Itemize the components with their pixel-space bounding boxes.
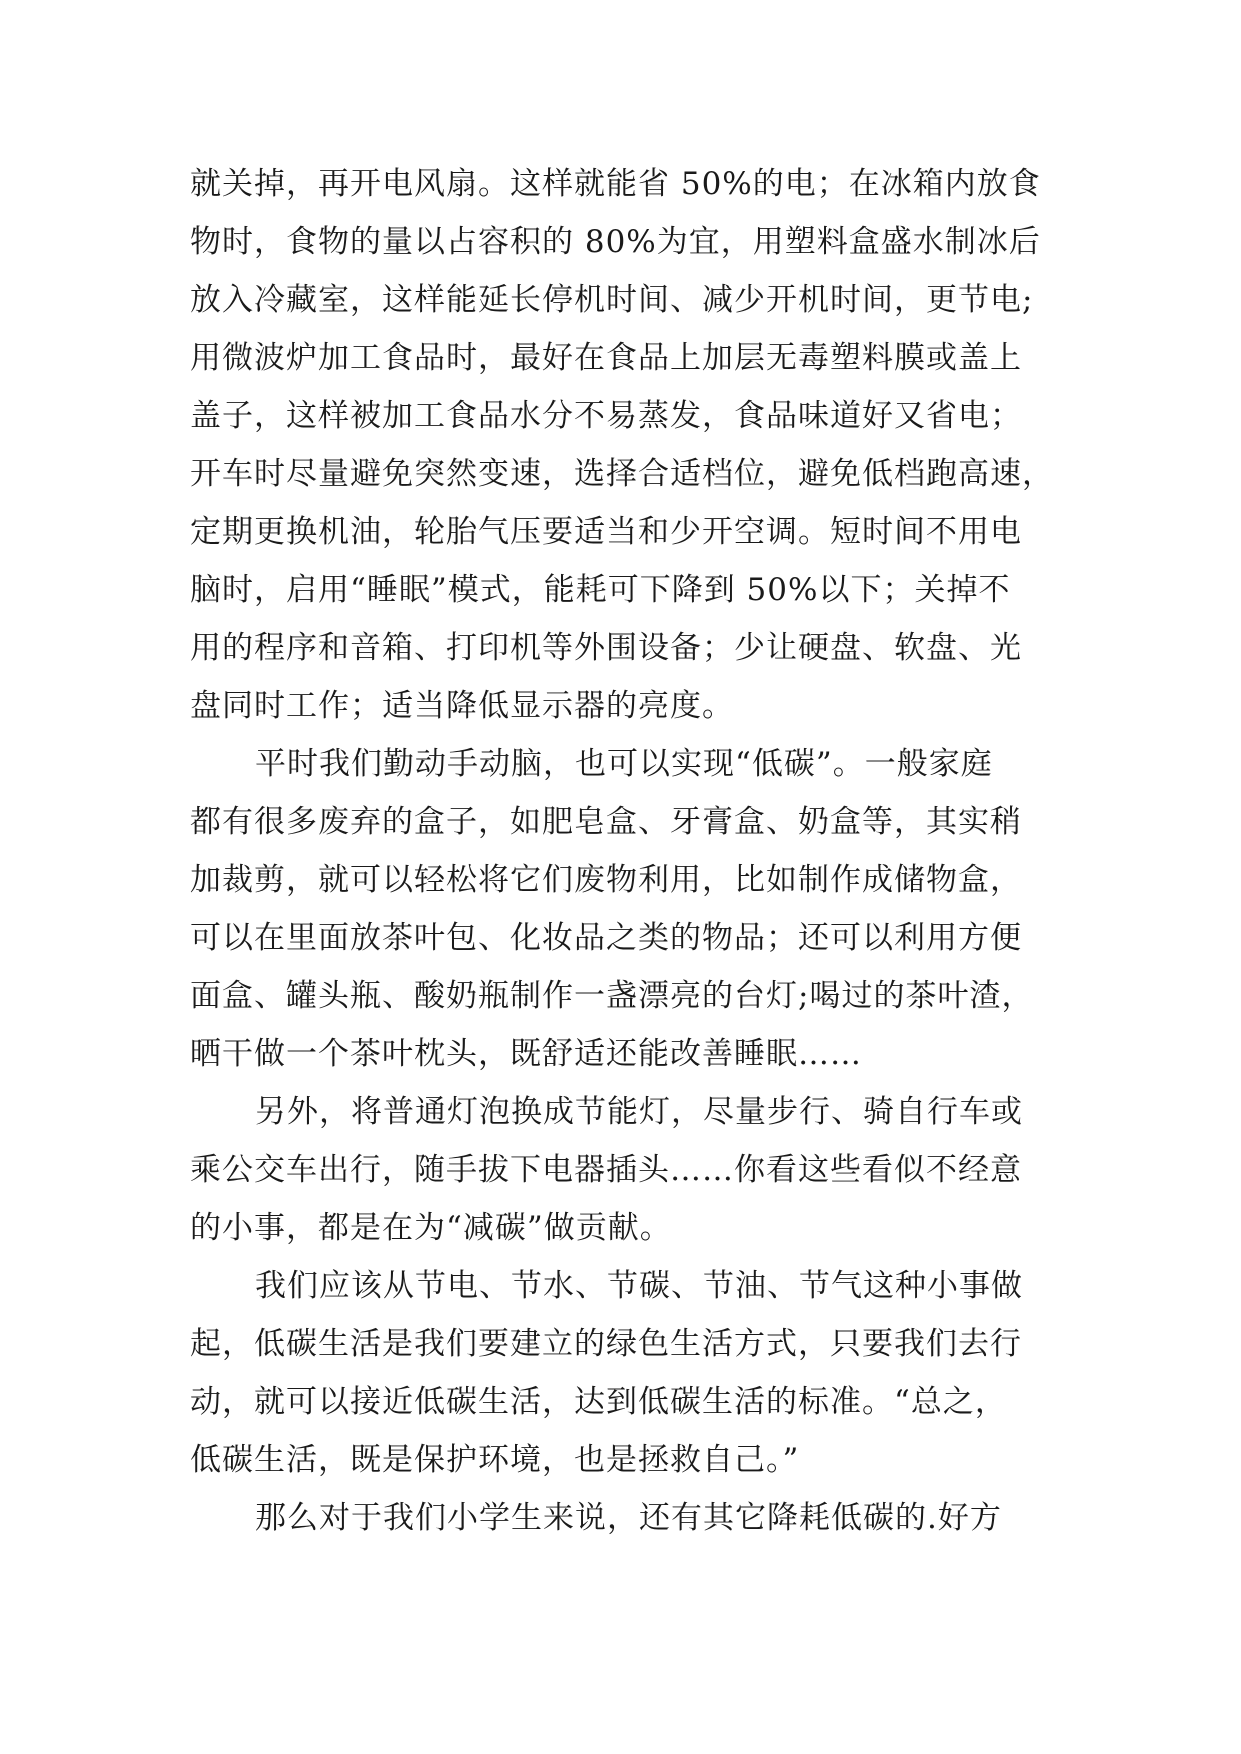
text-line: 乘公交车出行，随手拔下电器插头……你看这些看似不经意 — [190, 1152, 1022, 1188]
paragraph-start-line: 那么对于我们小学生来说，还有其它降耗低碳的.好方 — [255, 1500, 1002, 1536]
text-line: 面盒、罐头瓶、酸奶瓶制作一盏漂亮的台灯;喝过的茶叶渣， — [190, 978, 1034, 1014]
paragraph-start-line: 另外，将普通灯泡换成节能灯，尽量步行、骑自行车或 — [255, 1094, 1023, 1130]
text-line: 晒干做一个茶叶枕头，既舒适还能改善睡眠…… — [190, 1036, 862, 1072]
text-line: 加裁剪，就可以轻松将它们废物利用，比如制作成储物盒， — [190, 862, 1022, 898]
text-line: 放入冷藏室，这样能延长停机时间、减少开机时间，更节电; — [190, 282, 1034, 318]
text-line: 定期更换机油，轮胎气压要适当和少开空调。短时间不用电 — [190, 514, 1022, 550]
text-line: 起，低碳生活是我们要建立的绿色生活方式，只要我们去行 — [190, 1326, 1022, 1362]
paragraph-start-line: 我们应该从节电、节水、节碳、节油、节气这种小事做 — [255, 1268, 1023, 1304]
text-line: 就关掉，再开电风扇。这样就能省 50%的电；在冰箱内放食 — [190, 166, 1041, 202]
text-line: 物时，食物的量以占容积的 80%为宜，用塑料盒盛水制冰后 — [190, 224, 1041, 260]
text-line: 用微波炉加工食品时，最好在食品上加层无毒塑料膜或盖上 — [190, 340, 1022, 376]
paragraph-start-line: 平时我们勤动手动脑，也可以实现“低碳”。一般家庭 — [255, 746, 993, 782]
text-line: 盘同时工作；适当降低显示器的亮度。 — [190, 688, 734, 724]
text-line: 可以在里面放茶叶包、化妆品之类的物品；还可以利用方便 — [190, 920, 1022, 956]
text-line: 脑时，启用“睡眠”模式，能耗可下降到 50%以下；关掉不 — [190, 572, 1011, 608]
text-line: 用的程序和音箱、打印机等外围设备；少让硬盘、软盘、光 — [190, 630, 1022, 666]
text-line: 开车时尽量避免突然变速，选择合适档位，避免低档跑高速， — [190, 456, 1054, 492]
text-line: 动，就可以接近低碳生活，达到低碳生活的标准。“总之， — [190, 1384, 1007, 1420]
text-line: 都有很多废弃的盒子，如肥皂盒、牙膏盒、奶盒等，其实稍 — [190, 804, 1022, 840]
text-line: 盖子，这样被加工食品水分不易蒸发，食品味道好又省电； — [190, 398, 1022, 434]
text-line: 低碳生活，既是保护环境，也是拯救自己。” — [190, 1442, 800, 1478]
text-line: 的小事，都是在为“减碳”做贡献。 — [190, 1210, 672, 1246]
body-text — [190, 155, 1054, 1547]
